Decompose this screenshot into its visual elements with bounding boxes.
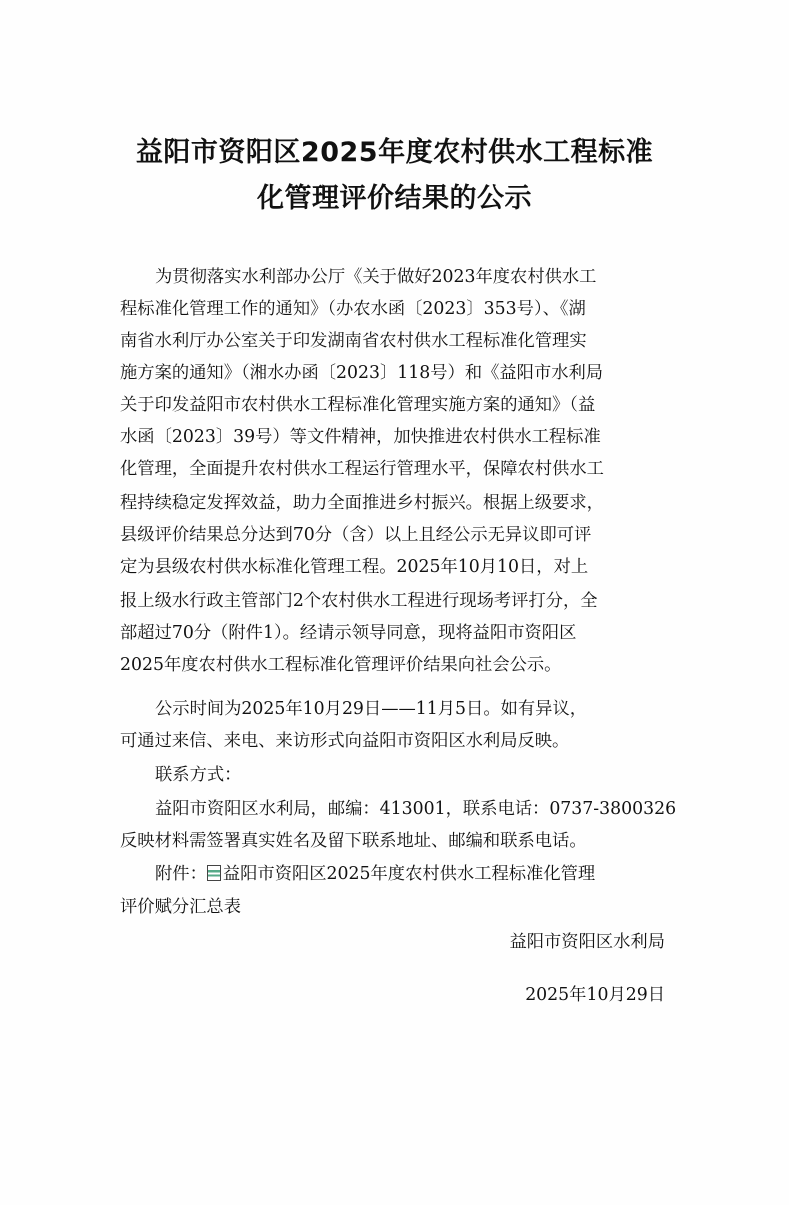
paragraph-line: 程持续稳定发挥效益，助力全面推进乡村振兴。根据上级要求， (120, 493, 604, 513)
paragraph-line: 公示时间为2025年10月29日——11月5日。如有异议， (155, 699, 588, 719)
paragraph-line: 县级评价结果总分达到70分（含）以上且经公示无异议即可评 (120, 525, 592, 545)
materials-note: 反映材料需签署真实姓名及留下联系地址、邮编和联系电话。 (120, 831, 587, 851)
paragraph-line: 水函〔2023〕39号）等文件精神，加快推进农村供水工程标准 (120, 427, 601, 447)
contact-info: 益阳市资阳区水利局，邮编：413001，联系电话：0737-3800326 (155, 799, 677, 819)
paragraph-line: 为贯彻落实水利部办公厅《关于做好2023年度农村供水工 (155, 267, 597, 287)
signature-organization: 益阳市资阳区水利局 (509, 932, 665, 952)
attachment-file-icon[interactable] (207, 865, 221, 881)
paragraph-line: 施方案的通知》（湘水办函〔2023〕118号）和《益阳市水利局 (120, 363, 604, 383)
paragraph-line: 关于印发益阳市农村供水工程标准化管理实施方案的通知》（益 (120, 395, 596, 415)
signature-date: 2025年10月29日 (525, 985, 665, 1005)
paragraph-line: 部超过70分（附件1）。经请示领导同意，现将益阳市资阳区 (120, 623, 577, 643)
paragraph-line: 南省水利厅办公室关于印发湖南省农村供水工程标准化管理实 (120, 331, 587, 351)
attachment-line (155, 863, 595, 885)
document-title-line-1: 益阳市资阳区2025年度农村供水工程标准 (135, 137, 654, 168)
paragraph-line: 报上级水行政主管部门2个农村供水工程进行现场考评打分，全 (120, 591, 598, 611)
paragraph-line: 2025年度农村供水工程标准化管理评价结果向社会公示。 (120, 655, 562, 675)
document-title-line-2: 化管理评价结果的公示 (257, 183, 532, 214)
paragraph-line: 可通过来信、来电、来访形式向益阳市资阳区水利局反映。 (120, 731, 570, 751)
paragraph-line: 定为县级农村供水标准化管理工程。2025年10月10日，对上 (120, 557, 589, 577)
paragraph-line: 化管理，全面提升农村供水工程运行管理水平，保障农村供水工 (120, 459, 604, 479)
contact-label: 联系方式： (155, 765, 242, 785)
attachment-link[interactable]: 益阳市资阳区2025年度农村供水工程标准化管理 (222, 864, 596, 884)
paragraph-line: 程标准化管理工作的通知》（办农水函〔2023〕353号）、《湖 (120, 299, 586, 319)
attachment-label: 附件： (155, 864, 207, 884)
attachment-line-cont: 评价赋分汇总表 (120, 897, 241, 917)
